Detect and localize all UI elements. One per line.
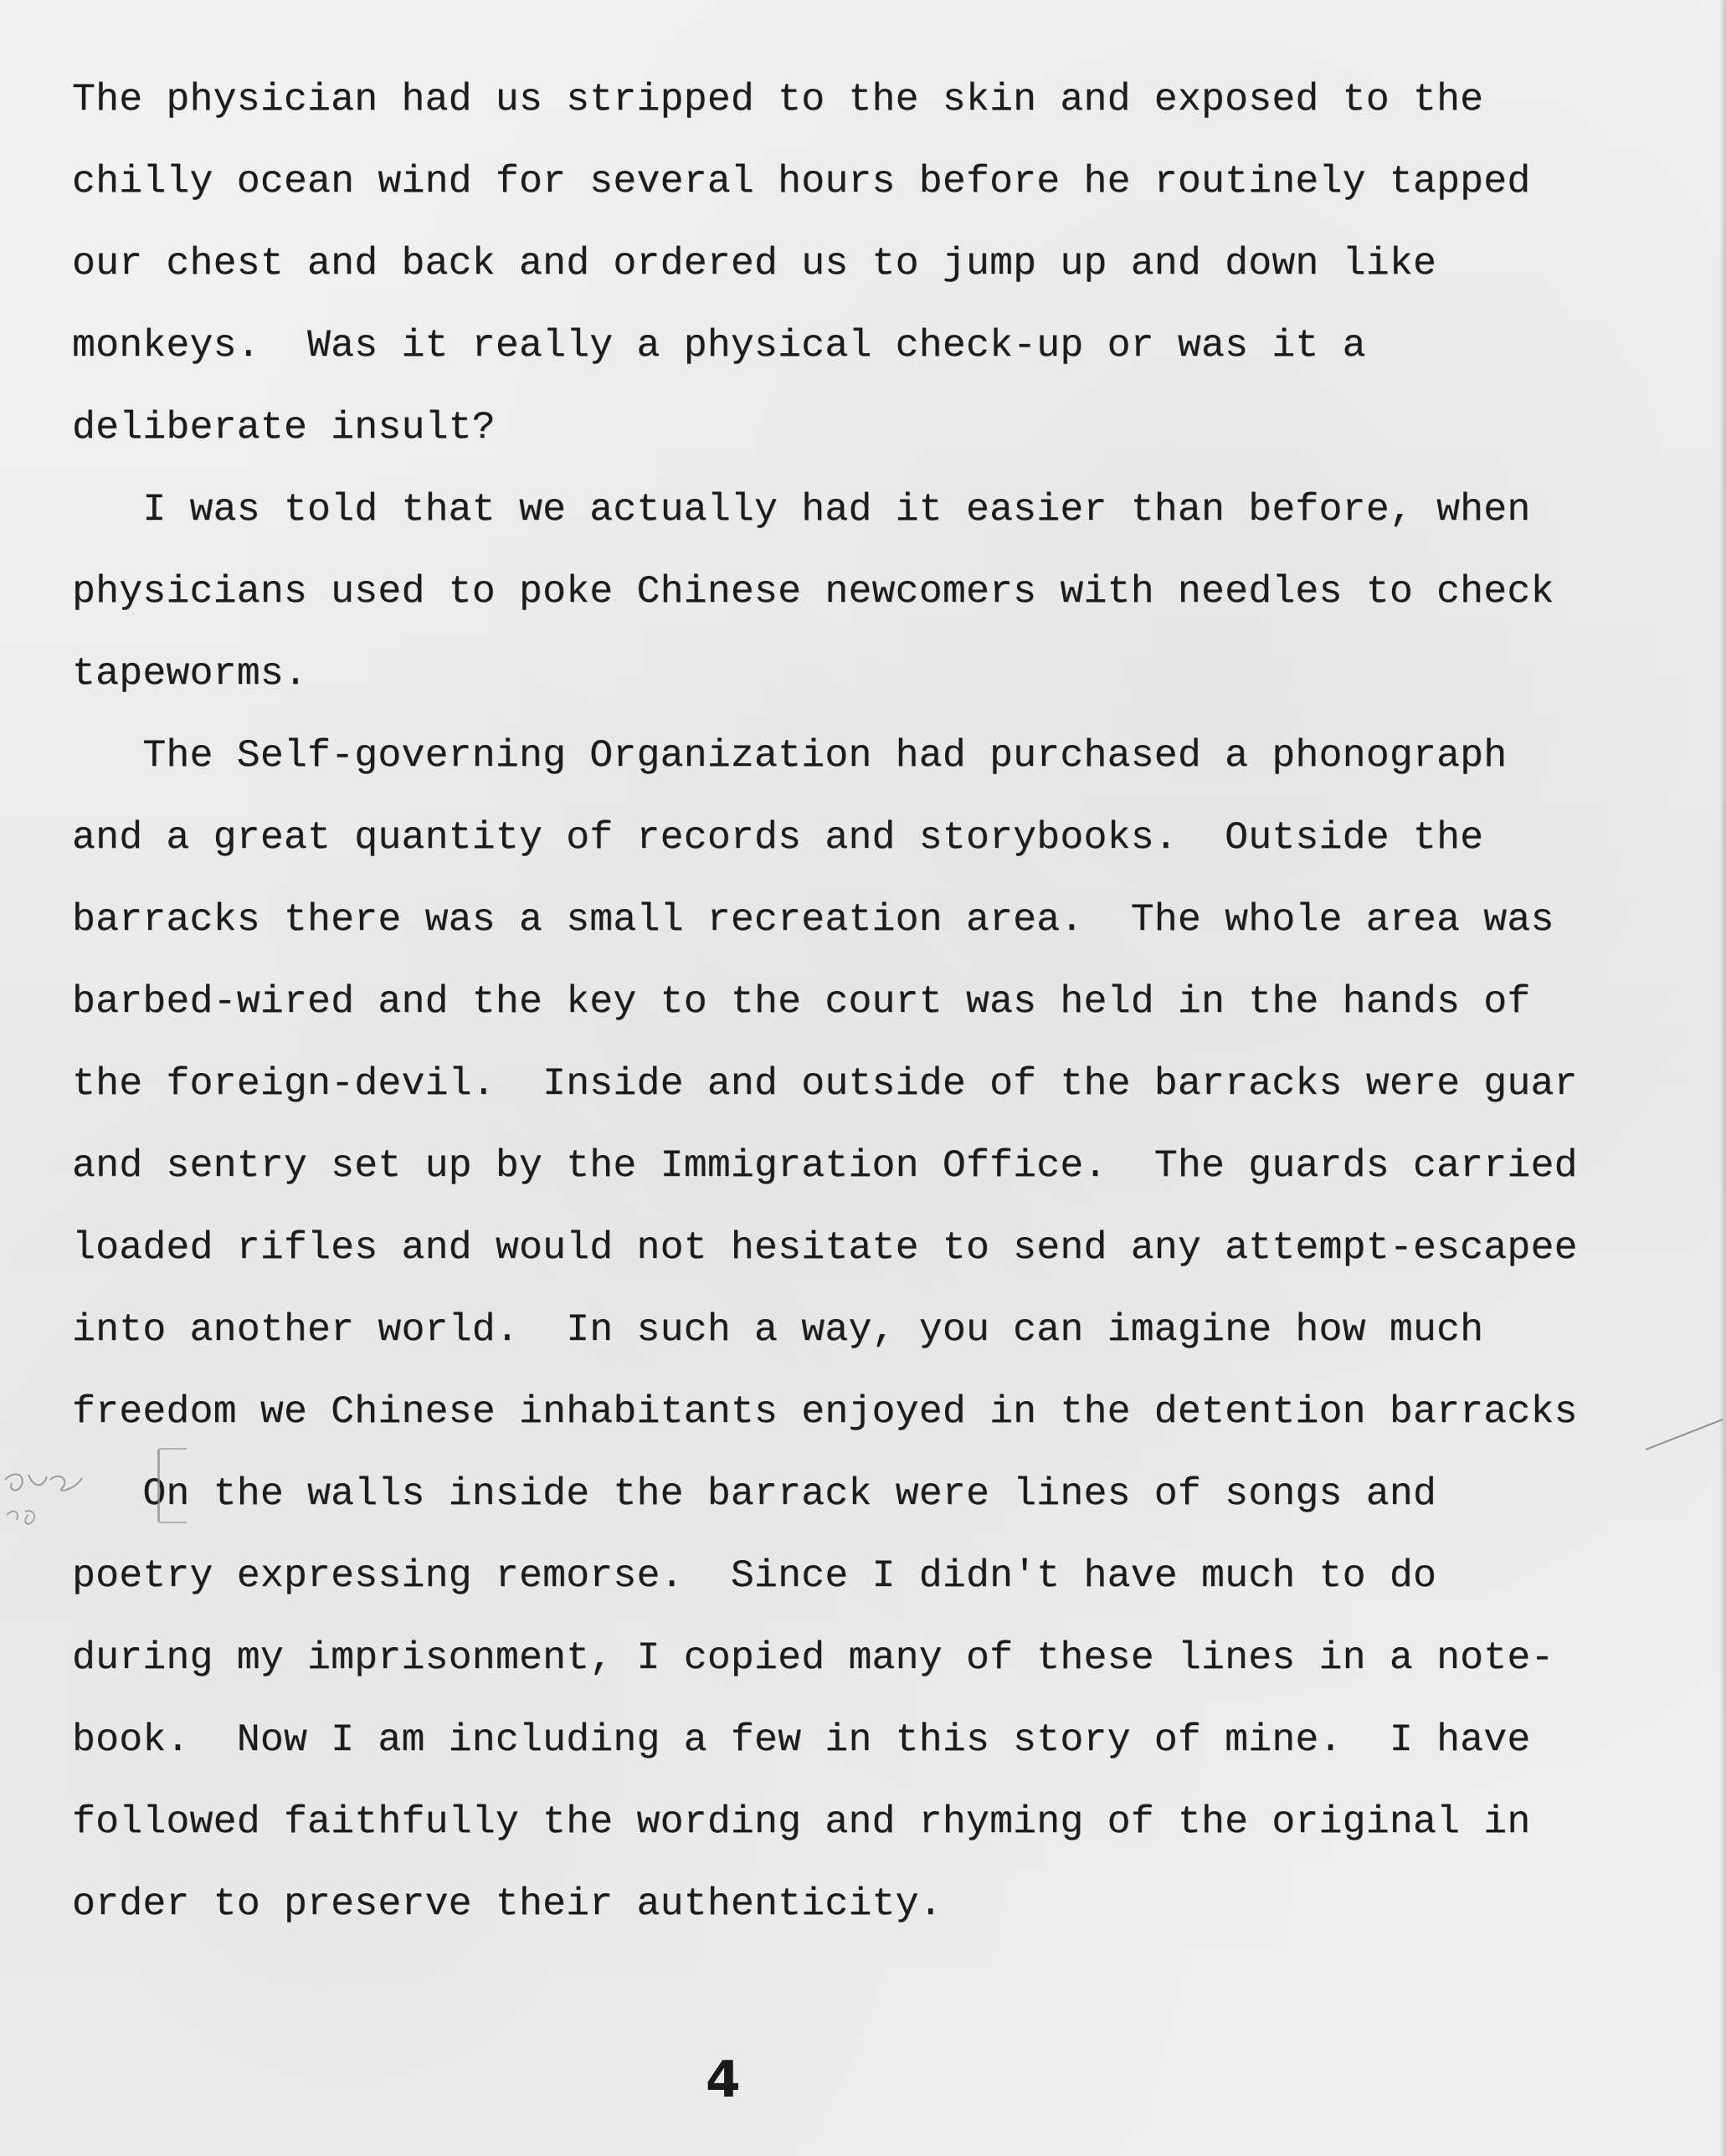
text-line: chilly ocean wind for several hours before he routinely tapped [72, 159, 1531, 203]
text-line: physicians used to poke Chinese newcomers with needles to check [72, 569, 1554, 613]
text-line: book. Now I am including a few in this story of mine. I have [72, 1717, 1531, 1762]
text-line: barracks there was a small recreation area. The whole area was [72, 897, 1554, 942]
pencil-stroke-icon [1642, 1414, 1726, 1481]
text-line: monkeys. Was it really a physical check-up or was it a [72, 323, 1366, 367]
text-line: freedom we Chinese inhabitants enjoyed in the detention barracks [72, 1389, 1578, 1434]
text-line: tapeworms. [72, 651, 308, 696]
text-line: during my imprisonment, I copied many of these lines in a note- [72, 1635, 1554, 1680]
text-line: the foreign-devil. Inside and outside of the barracks were guar [72, 1061, 1578, 1106]
text-line: loaded rifles and would not hesitate to send any attempt-escapee [72, 1225, 1578, 1270]
page-edge-shadow [1719, 0, 1726, 2156]
text-line: The physician had us stripped to the skin and exposed to the [72, 77, 1484, 121]
text-line: poetry expressing remorse. Since I didn't have much to do [72, 1553, 1437, 1598]
page-number: 4 [706, 2051, 741, 2109]
handwritten-margin-note-icon [0, 1463, 92, 1547]
text-line: On the walls inside the barrack were lines of songs and [72, 1471, 1437, 1516]
text-line: followed faithfully the wording and rhyming of the original in [72, 1799, 1531, 1844]
text-line: our chest and back and ordered us to jump up and down like [72, 241, 1437, 285]
text-line: and a great quantity of records and storybooks. Outside the [72, 815, 1484, 860]
margin-bracket-mark [157, 1448, 187, 1523]
text-line: and sentry set up by the Immigration Office. The guards carried [72, 1143, 1578, 1188]
text-line: The Self-governing Organization had purchased a phonograph [72, 733, 1508, 778]
body-text [72, 59, 1713, 1945]
text-line: I was told that we actually had it easier than before, when [72, 487, 1531, 531]
text-line: deliberate insult? [72, 405, 496, 449]
text-line: order to preserve their authenticity. [72, 1881, 943, 1926]
text-line: barbed-wired and the key to the court was held in the hands of [72, 979, 1531, 1024]
text-line: into another world. In such a way, you can imagine how much [72, 1307, 1484, 1352]
